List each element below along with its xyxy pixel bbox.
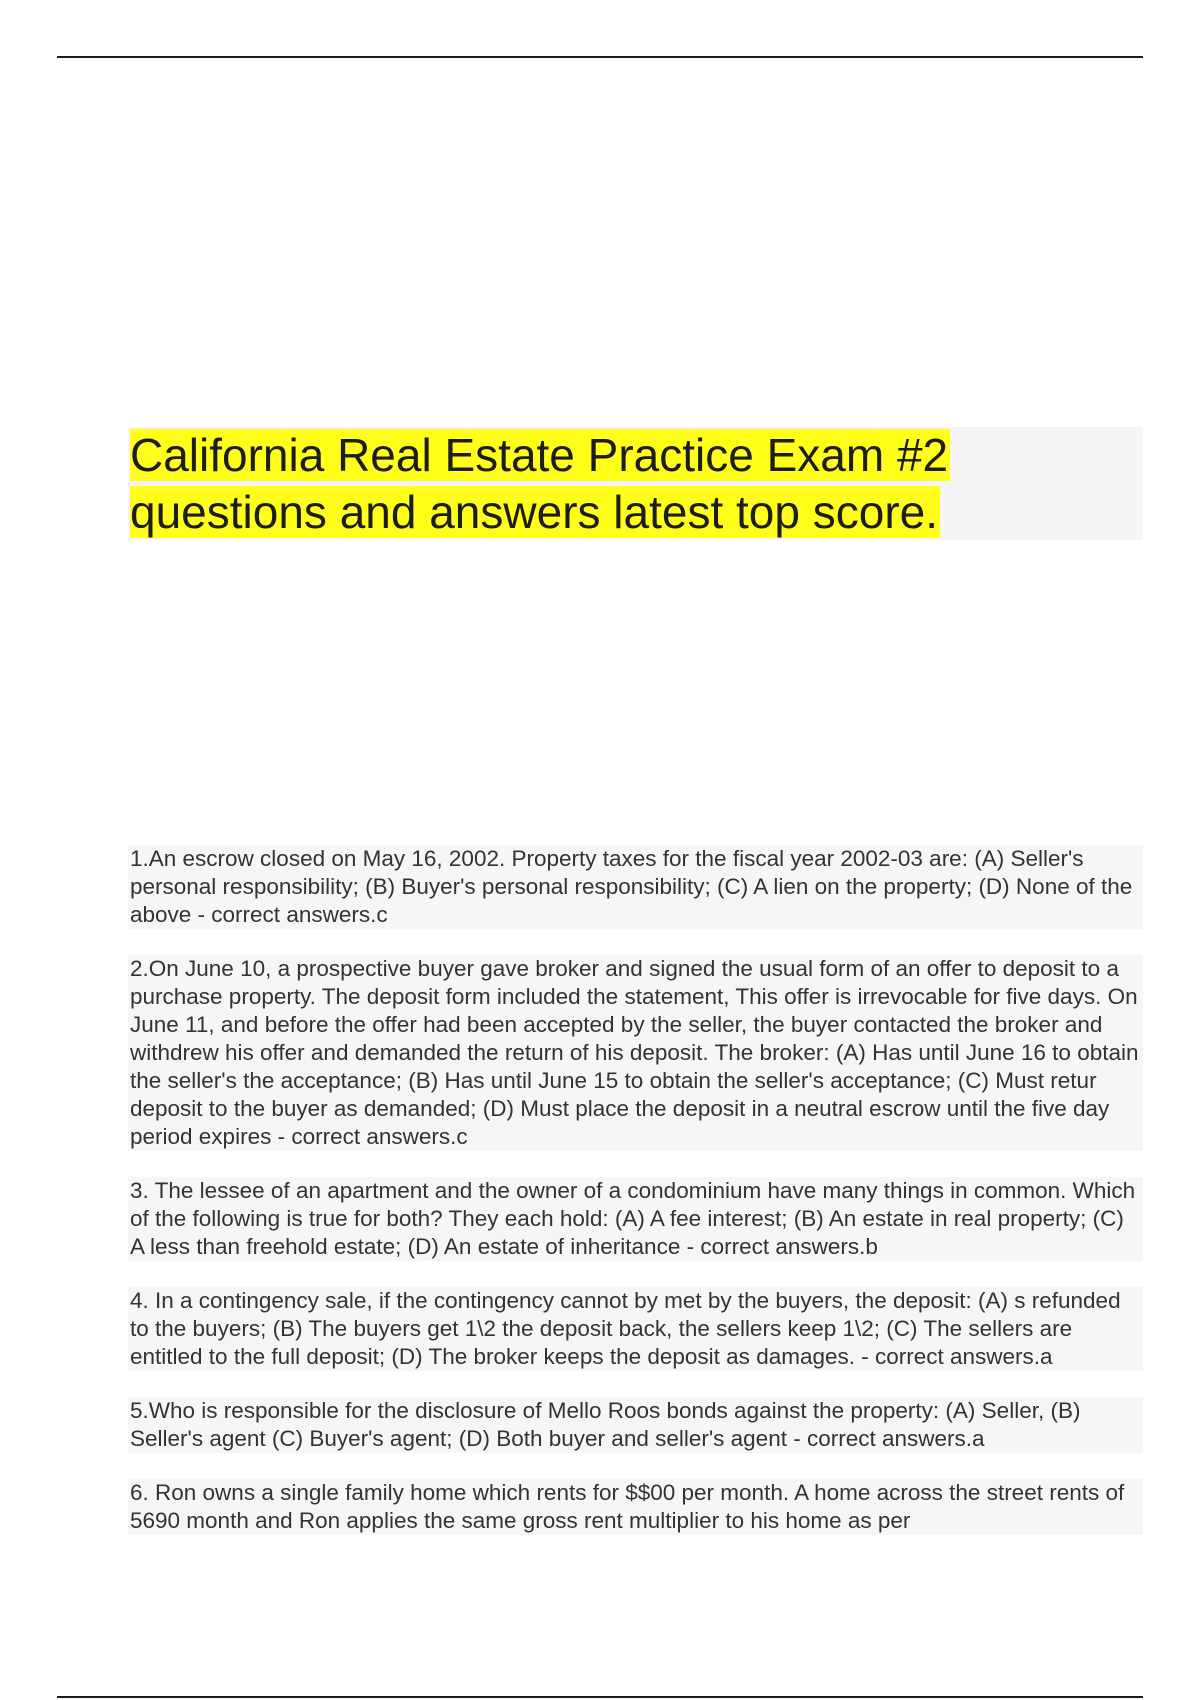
title-highlight: California Real Estate Practice Exam #2 questions and answers latest top score. [130,429,949,538]
bottom-rule [57,1696,1143,1698]
question-6: 6. Ron owns a single family home which rents for $$00 per month. A home across the street rents of 5690 month and Ron applies the same gross rent multiplier to his home as per [128,1479,1143,1535]
document-title [130,427,1030,541]
question-2: 2.On June 10, a prospective buyer gave broker and signed the usual form of an offer to deposit to a purchase property. The deposit form included the statement, This offer is irrevocable for five days. On June 11, and before the offer had been accepted by the seller, the buyer contacted the broker and withdrew his offer and demanded the return of his deposit. The broker: (A) Has until June 16 to obtain the seller's the acceptance; (B) Has until June 15 to obtain the seller's acceptance; (C) Must retur deposit to the buyer as demanded; (D) Must place the deposit in a neutral escrow until the five day period expires - correct answers.c [128,955,1143,1151]
question-list [128,845,1143,1561]
question-3: 3. The lessee of an apartment and the owner of a condominium have many things in common. Which of the following is true for both? They each hold: (A) A fee interest; (B) An estate in real property; (C) A less than freehold estate; (D) An estate of inheritance - correct answers.b [128,1177,1143,1261]
question-1: 1.An escrow closed on May 16, 2002. Property taxes for the fiscal year 2002-03 are: (A) Seller's personal responsibility; (B) Buyer's personal responsibility; (C) A lien on the property; (D) None of the above - correct answers.c [128,845,1143,929]
question-4: 4. In a contingency sale, if the contingency cannot by met by the buyers, the deposit: (A) s refunded to the buyers; (B) The buyers get 1\2 the deposit back, the sellers keep 1\2; (C) The sellers are entitled to the full deposit; (D) The broker keeps the deposit as damages. - correct answers.a [128,1287,1143,1371]
top-rule [57,56,1143,58]
question-5: 5.Who is responsible for the disclosure of Mello Roos bonds against the property: (A) Seller, (B) Seller's agent (C) Buyer's agent; (D) Both buyer and seller's agent - correct answers.a [128,1397,1143,1453]
